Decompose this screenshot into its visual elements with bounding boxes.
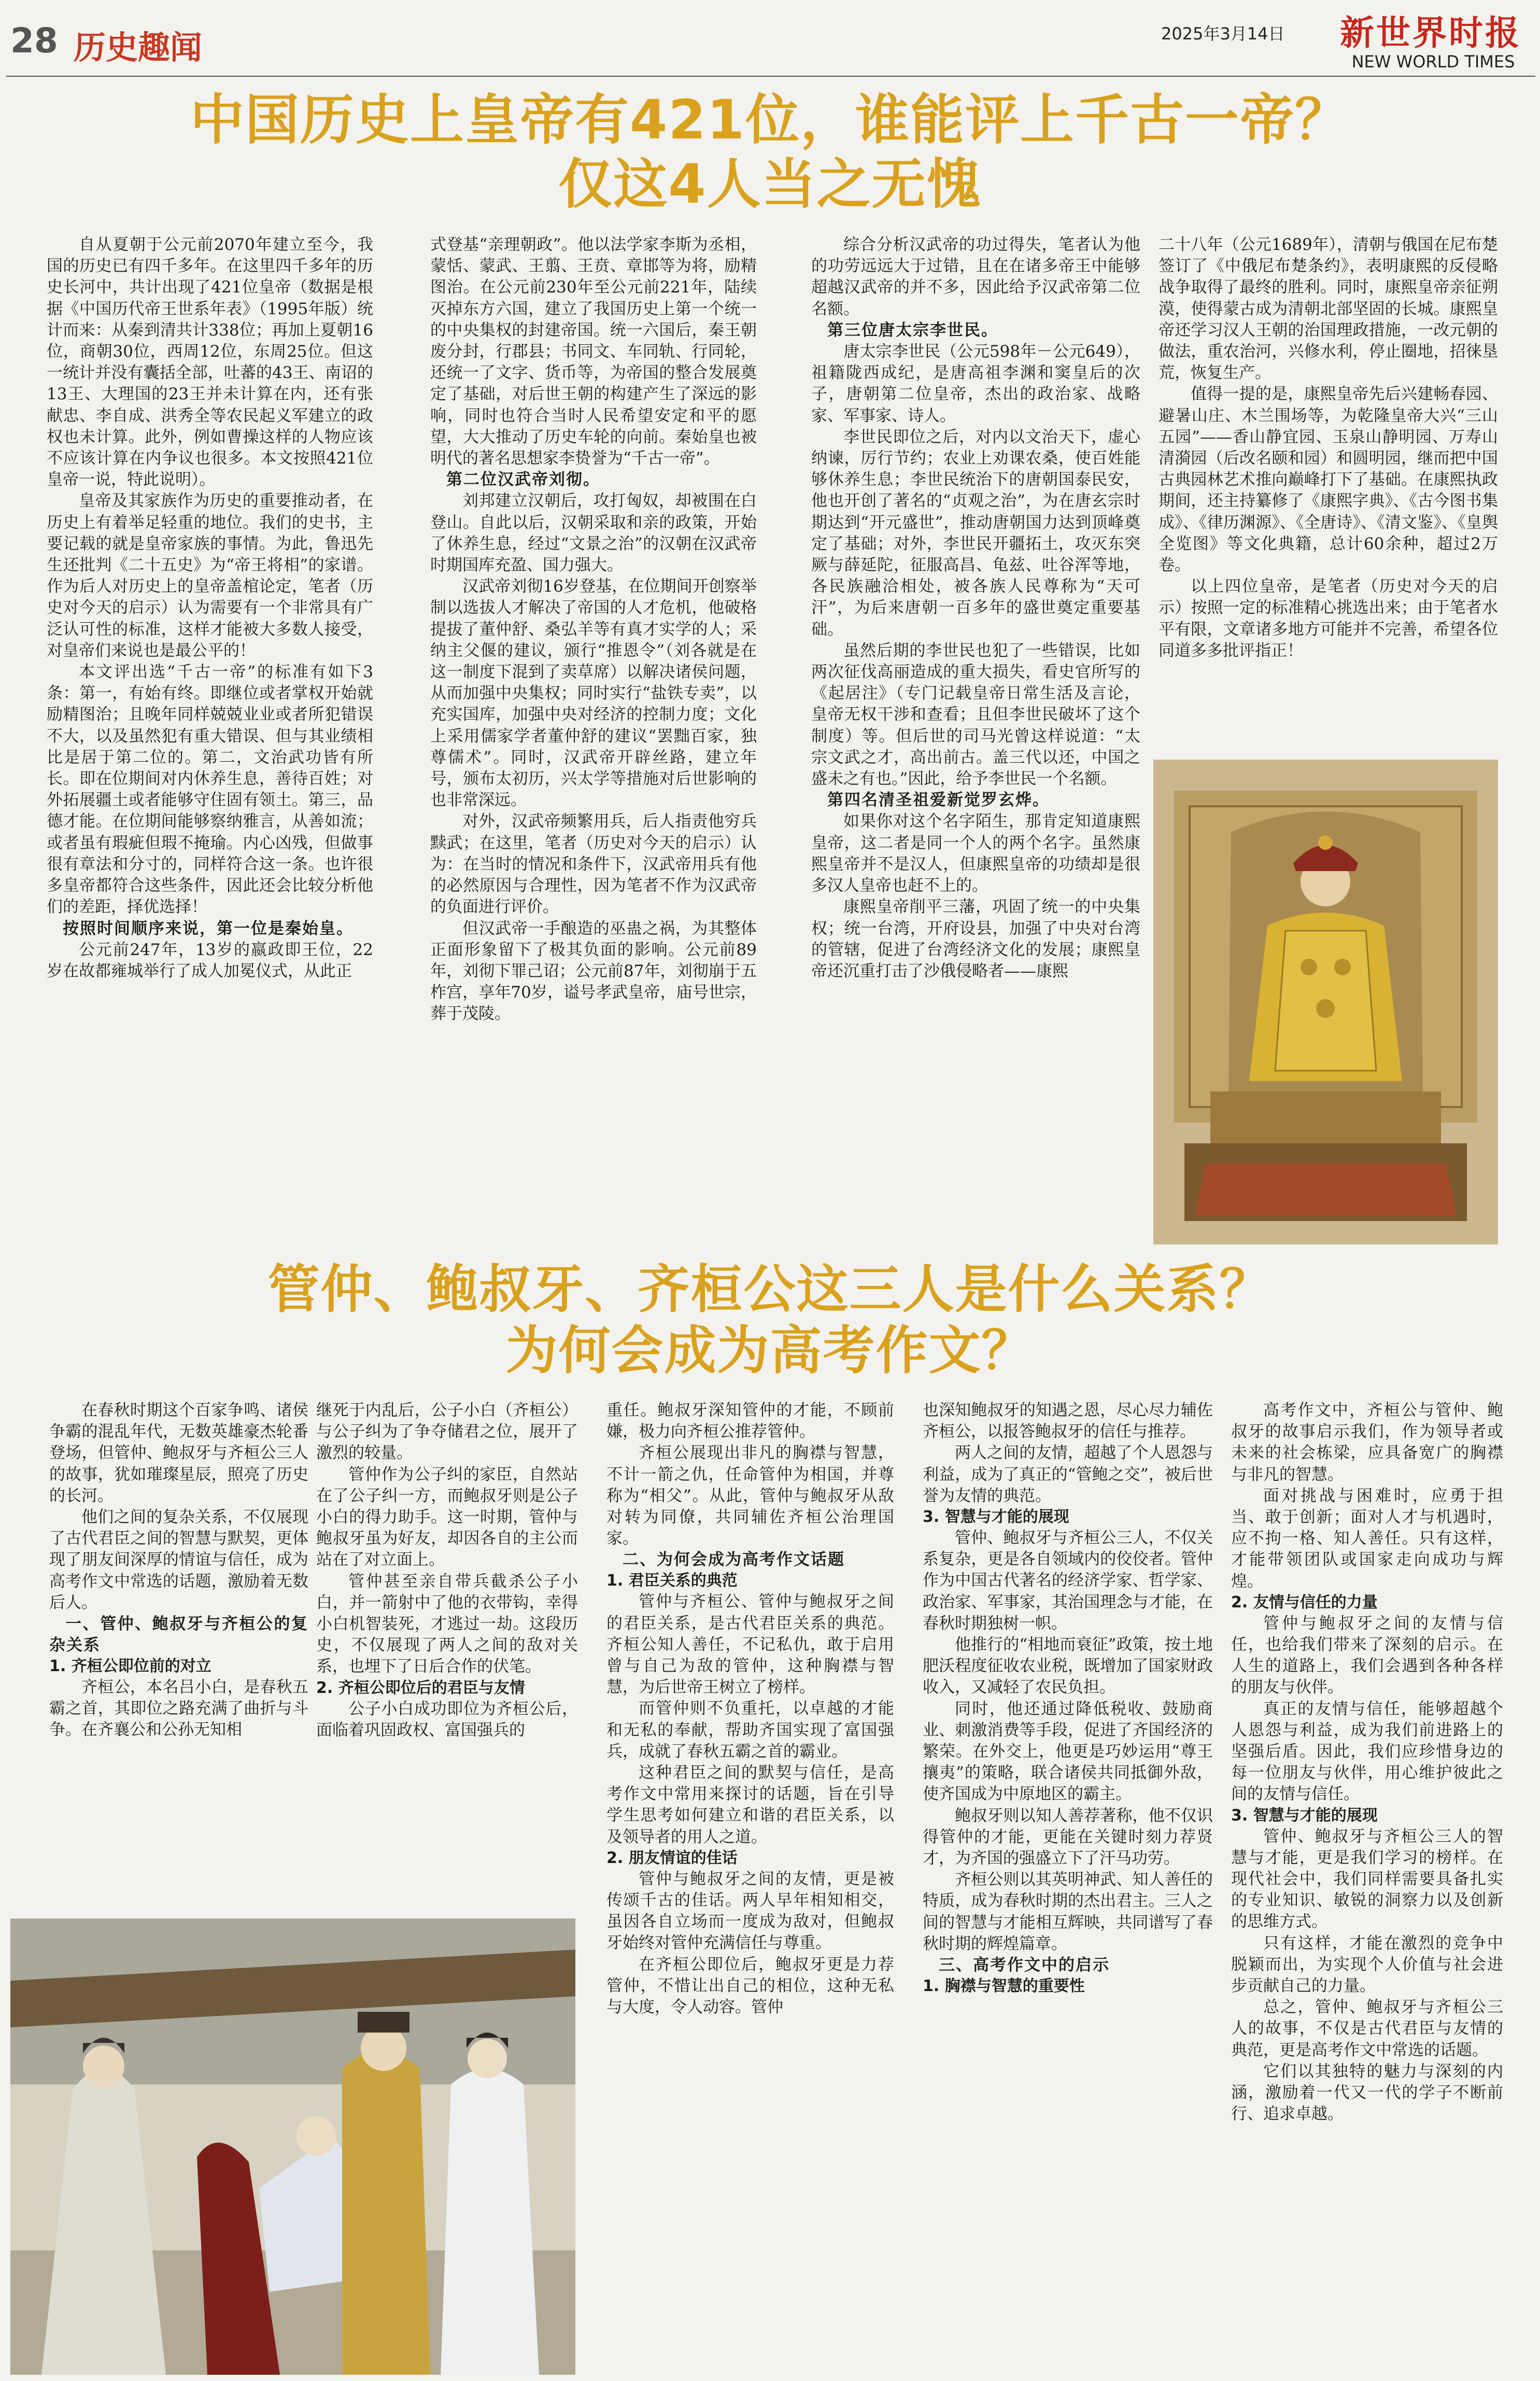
article2-column-2: 继死于内乱后，公子小白（齐桓公）与公子纠为了争夺储君之位，展开了激烈的较量。 管仲作为公子纠的家臣，自然站在了公子纠一方，而鲍叔牙则是公子小白的得力助手。这一时期，管仲与鲍叔牙虽为好友，却因各自的主公而站在了对立面上。 管仲甚至亲自带兵截杀公子小白，并一箭射中了他的衣带钩，幸得小白机智装死，才逃过一劫。这段历史，不仅展现了两人之间的敌对关系，也埋下了日后合作的伏笔。 2. 齐桓公即位后的君臣与友情 公子小白成功即位为齐桓公后，面临着巩固政权、富国强兵的 <box>316 1401 578 1740</box>
subheading-1-1: 1. 齐桓公即位前的对立 <box>49 1657 211 1676</box>
article1-column-2: 式登基“亲理朝政”。他以法学家李斯为丞相，蒙恬、蒙武、王翦、王贲、章邯等为将，励精图治。在公元前230年至公元前221年，陆续灭掉东方六国，建立了我国历史上第一个统一的中央集权的封建帝国。统一六国后，秦王朝废分封，行郡县；书同文、车同轨、行同轮，还统一了文字、货币等，为帝国的整合发展奠定了基础，对后世王朝的构建产生了深远的影响，同时也符合当时人民希望安定和平的愿望，大大推动了历史车轮的向前。秦始皇也被明代的著名思想家李贽誉为“千古一帝”。 第二位汉武帝刘彻。 刘邦建立汉朝后，攻打匈奴，却被围在白登山。自此以后，汉朝采取和亲的政策，开始了休养生息，经过“文景之治”的汉朝在汉武帝时期国库充盈、国力强大。 汉武帝刘彻16岁登基，在位期间开创察举制以选拔人才解决了帝国的人才危机，他破格提拔了董仲舒、桑弘羊等有真才实学的人；采纳主父偃的建议，颁行“推恩令”（刘各就是在这一制度下混到了卖草席）以解决诸侯问题，从而加强中央集权；同时实行“盐铁专卖”，以充实国库，加强中央对经济的控制力度；文化上采用儒家学者董仲舒的建议“罢黜百家，独尊儒术”。同时，汉武帝开辟丝路，建立年号，颁布太初历，兴太学等措施对后世影响的也非常深远。 对外，汉武帝频繁用兵，后人指责他穷兵黩武；在这里，笔者（历史对今天的启示）认为：在当时的情况和条件下，汉武帝用兵有他的必然原因与合理性，因为笔者不作为汉武帝的负面进行评价。 但汉武帝一手酿造的巫蛊之祸，为其整体正面形象留下了极其负面的影响。公元前89年，刘彻下罪己诏；公元前87年，刘彻崩于五柞宫，享年70岁，谥号孝武皇帝，庙号世宗，葬于茂陵。 <box>430 235 757 1024</box>
subhead-third-emperor: 第三位唐太宗李世民。 <box>827 320 998 340</box>
newspaper-logo: 新世界时报 <box>1340 12 1521 53</box>
kangxi-portrait-image <box>1153 760 1498 1244</box>
article2-column-3: 重任。鲍叔牙深知管仲的才能，不顾前嫌，极力向齐桓公推荐管仲。 齐桓公展现出非凡的胸襟与智慧，不计一箭之仇，任命管仲为相国，并尊称为“相父”。从此，管仲与鲍叔牙从敌对转为同僚，共同辅佐齐桓公治理国家。 二、为何会成为高考作文话题 1. 君臣关系的典范 管仲与齐桓公、管仲与鲍叔牙之间的君臣关系，是古代君臣关系的典范。齐桓公知人善任，不记私仇，敢于启用曾与自己为敌的管仲，这种胸襟与智慧，为后世帝王树立了榜样。 而管仲则不负重托，以卓越的才能和无私的奉献，帮助齐国实现了富国强兵，成就了春秋五霸之首的霸业。 这种君臣之间的默契与信任，是高考作文中常用来探讨的话题，旨在引导学生思考如何建立和谐的君臣关系，以及领导者的用人之道。 2. 朋友情谊的佳话 管仲与鲍叔牙之间的友情，更是被传颂千古的佳话。两人早年相知相交，虽因各自立场而一度成为敌对，但鲍叔牙始终对管仲充满信任与尊重。 在齐桓公即位后，鲍叔牙更是力荐管仲，不惜让出自己的相位，这种无私与大度，令人动容。管仲 <box>606 1401 894 2017</box>
article2-column-4: 也深知鲍叔牙的知遇之恩，尽心尽力辅佐齐桓公，以报答鲍叔牙的信任与推荐。 两人之间的友情，超越了个人恩怨与利益，成为了真正的“管鲍之交”，被后世誉为友情的典范。 3. 智慧与才能的展现 管仲、鲍叔牙与齐桓公三人，不仅关系复杂，更是各自领域内的佼佼者。管仲作为中国古代著名的经济学家、哲学家、政治家、军事家，其治国理念与才能，在春秋时期独树一帜。 他推行的“相地而衰征”政策，按土地肥沃程度征收农业税，既增加了国家财政收入，又减轻了农民负担。 同时，他还通过降低税收、鼓励商业、刺激消费等手段，促进了齐国经济的繁荣。在外交上，他更是巧妙运用“尊王攘夷”的策略，联合诸侯共同抵御外敌，使齐国成为中原地区的霸主。 鲍叔牙则以知人善荐著称，他不仅识得管仲的才能，更能在关键时刻力荐贤才，为齐国的强盛立下了汗马功劳。 齐桓公则以其英明神武、知人善任的特质，成为春秋时期的杰出君主。三人之间的智慧与才能相互辉映，共同谱写了春秋时期的辉煌篇章。 三、高考作文中的启示 1. 胸襟与智慧的重要性 <box>923 1400 1213 1997</box>
guan-bao-qi-illustration <box>10 1918 575 2375</box>
article2-column-5: 高考作文中，齐桓公与管仲、鲍叔牙的故事启示我们，作为领导者或未来的社会栋梁，应具备宽广的胸襟与非凡的智慧。 面对挑战与困难时，应勇于担当、敢于创新；面对人才与机遇时，应不拘一格、知人善任。只有这样，才能带领团队或国家走向成功与辉煌。 2. 友情与信任的力量 管仲与鲍叔牙之间的友情与信任，也给我们带来了深刻的启示。在人生的道路上，我们会遇到各种各样的朋友与伙伴。 真正的友情与信任，能够超越个人恩怨与利益，成为我们前进路上的坚强后盾。因此，我们应珍惜身边的每一位朋友与伙伴，用心维护彼此之间的友情与信任。 3. 智慧与才能的展现 管仲、鲍叔牙与齐桓公三人的智慧与才能，更是我们学习的榜样。在现代社会中，我们同样需要具备扎实的专业知识、敏锐的洞察力以及创新的思维方式。 只有这样，才能在激烈的竞争中脱颖而出，为实现个人价值与社会进步贡献自己的力量。 总之，管仲、鲍叔牙与齐桓公三人的故事，不仅是古代君臣与友情的典范，更是高考作文中常选的话题。 它们以其独特的魅力与深刻的内涵，激励着一代又一代的学子不断前行、追求卓越。 <box>1231 1401 1503 2124</box>
page-header <box>0 0 1540 78</box>
subheading-3-1: 1. 胸襟与智慧的重要性 <box>923 1977 1085 1996</box>
article2-title-line1: 管仲、鲍叔牙、齐桓公这三人是什么关系？ <box>267 1259 1273 1320</box>
kangxi-portrait-drawing <box>1153 760 1498 1244</box>
newspaper-logo-en: NEW WORLD TIMES <box>1351 52 1515 72</box>
article1-column-1: 自从夏朝于公元前2070年建立至今，我国的历史已有四千多年。在这里四千多年的历史长河中，共计出现了421位皇帝（数据是根据《中国历代帝王世系年表》（1995年版）统计而来：从秦到清共计338位；再加上夏朝16位，商朝30位，西周12位，东周25位。但这一统计并没有囊括全部，吐蕃的43王、南诏的13王、大理国的23王并未计算在内，还有张献忠、李自成、洪秀全等农民起义军建立的政权也未计算。此外，例如曹操这样的人物应该不应该计算在内争议也很多。本文按照421位皇帝一说，特此说明）。 皇帝及其家族作为历史的重要推动者，在历史上有着举足轻重的地位。我们的史书，主要记载的就是皇帝家族的事情。为此，鲁迅先生还批判《二十五史》为“帝王将相”的家谱。作为后人对历史上的皇帝盖棺论定，笔者（历史对今天的启示）认为需要有一个非常具有广泛认可性的标准，这样才能被大多数人接受，对皇帝们来说也是最公平的！ 本文评出选“千古一帝”的标准有如下3条：第一，有始有终。即继位或者掌权开始就励精图治；且晚年同样兢兢业业或者所犯错误不大，以及虽然犯有重大错误、但与其业绩相比是居于第二位的。第二，文治武功皆有所长。即在位期间对内休养生息，善待百姓；对外拓展疆土或者能够守住固有领土。第三，品德才能。在位期间能够察纳雅言，从善如流；或者虽有瑕疵但瑕不掩瑜。内心凶残，但做事很有章法和分寸的，同样符合这一条。也许很多皇帝都符合这些条件，因此还会比较分析他们的差距，择优选择！ 按照时间顺序来说，第一位是秦始皇。 公元前247年，13岁的嬴政即王位，22岁在故都雍城举行了成人加冕仪式，从此正 <box>47 235 373 981</box>
subhead-fourth-emperor: 第四名清圣祖爱新觉罗玄烨。 <box>827 791 1050 810</box>
subheading-3-2: 2. 友情与信任的力量 <box>1231 1593 1378 1612</box>
illustration-drawing <box>10 1918 575 2375</box>
section-name: 历史趣闻 <box>74 29 203 66</box>
subheading-1-2: 2. 齐桓公即位后的君臣与友情 <box>316 1678 525 1697</box>
subhead-first-emperor: 按照时间顺序来说，第一位是秦始皇。 <box>63 919 354 938</box>
article1-column-3: 综合分析汉武帝的功过得失，笔者认为他的功劳远远大于过错，且在在诸多帝王中能够超越汉武帝的并不多，因此给予汉武帝第二位名额。 第三位唐太宗李世民。 唐太宗李世民（公元598年－公元649），祖籍陇西成纪，是唐高祖李渊和窦皇后的次子，唐朝第二位皇帝，杰出的政治家、战略家、军事家、诗人。 李世民即位之后，对内以文治天下，虚心纳谏，厉行节约；农业上劝课农桑，使百姓能够休养生息；李世民统治下的唐朝国泰民安，他也开创了著名的“贞观之治”，为在唐玄宗时期达到“开元盛世”，推动唐朝国力达到顶峰奠定了基础；对外，李世民开疆拓土，攻灭东突厥与薛延陀，征服高昌、龟兹、吐谷浑等地，各民族融洽相处，被各族人民尊称为“天可汗”，为后来唐朝一百多年的盛世奠定重要基础。 虽然后期的李世民也犯了一些错误，比如两次征伐高丽造成的重大损失，看史官所写的《起居注》（专门记载皇帝日常生活及言论，皇帝无权干涉和查看；且但李世民破坏了这个制度）等。但后世的司马光曾这样说道：“太宗文武之才，高出前古。盖三代以还，中国之盛未之有也。”因此，给予李世民一个名额。 第四名清圣祖爱新觉罗玄烨。 如果你对这个名字陌生，那肯定知道康熙皇帝，这二者是同一个人的两个名字。虽然康熙皇帝并不是汉人，但康熙皇帝的功绩却是很多汉人皇帝也赶不上的。 康熙皇帝削平三藩，巩固了统一的中央集权；统一台湾，开府设县，加强了中央对台湾的管辖，促进了台湾经济文化的发展；康熙皇帝还沉重打击了沙俄侵略者——康熙 <box>811 235 1140 981</box>
subhead-second-emperor: 第二位汉武帝刘彻。 <box>446 470 600 489</box>
article1-column-4: 二十八年（公元1689年），清朝与俄国在尼布楚签订了《中俄尼布楚条约》，表明康熙的反侵略战争取得了最终的胜利。同时，康熙皇帝亲征朔漠，使得蒙古成为清朝北部坚固的长城。康熙皇帝还学习汉人王朝的治国理政措施，一改元朝的做法，重农治河，兴修水利，停止圈地，招徕垦荒，恢复生产。 值得一提的是，康熙皇帝先后兴建畅春园、避暑山庄、木兰围场等，为乾隆皇帝大兴“三山五园”——香山静宜园、玉泉山静明园、万寿山清漪园（后改名颐和园）和圆明园，继而把中国古典园林艺术推向巅峰打下了基础。在康熙执政期间，还主持纂修了《康熙字典》、《古今图书集成》、《律历渊源》、《全唐诗》、《清文鉴》、《皇舆全览图》等文化典籍，总计60余种，超过2万卷。 以上四位皇帝，是笔者（历史对今天的启示）按照一定的标准精心挑选出来；由于笔者水平有限，文章诸多地方可能并不完善，希望各位同道多多批评指正！ <box>1158 235 1498 660</box>
header-rule <box>6 76 1535 77</box>
subheading-2-2: 2. 朋友情谊的佳话 <box>606 1848 738 1867</box>
subheading-3-3: 3. 智慧与才能的展现 <box>1231 1806 1378 1825</box>
section-heading-1: 一、管仲、鲍叔牙与齐桓公的复杂关系 <box>49 1615 308 1655</box>
section-heading-2: 二、为何会成为高考作文话题 <box>623 1550 845 1570</box>
page-number: 28 <box>10 21 58 61</box>
subheading-2-3: 3. 智慧与才能的展现 <box>923 1508 1069 1526</box>
article2-title-line2: 为何会成为高考作文？ <box>505 1320 1035 1381</box>
issue-date: 2025年3月14日 <box>1161 24 1285 44</box>
subheading-2-1: 1. 君臣关系的典范 <box>606 1572 738 1590</box>
section-heading-3: 三、高考作文中的启示 <box>939 1956 1110 1975</box>
article2-column-1: 在春秋时期这个百家争鸣、诸侯争霸的混乱年代，无数英雄豪杰轮番登场，但管仲、鲍叔牙与齐桓公三人的故事，犹如璀璨星辰，照亮了历史的长河。 他们之间的复杂关系，不仅展现了古代君臣之间的智慧与默契，更体现了朋友间深厚的情谊与信任，成为高考作文中常选的话题，激励着无数后人。 一、管仲、鲍叔牙与齐桓公的复杂关系 1. 齐桓公即位前的对立 齐桓公，本名吕小白，是春秋五霸之首，其即位之路充满了曲折与斗争。在齐襄公和公孙无知相 <box>49 1401 308 1740</box>
article1-title-line2: 仅这4人当之无愧 <box>558 152 982 216</box>
article1-title-line1: 中国历史上皇帝有421位，谁能评上千古一帝？ <box>190 88 1350 151</box>
